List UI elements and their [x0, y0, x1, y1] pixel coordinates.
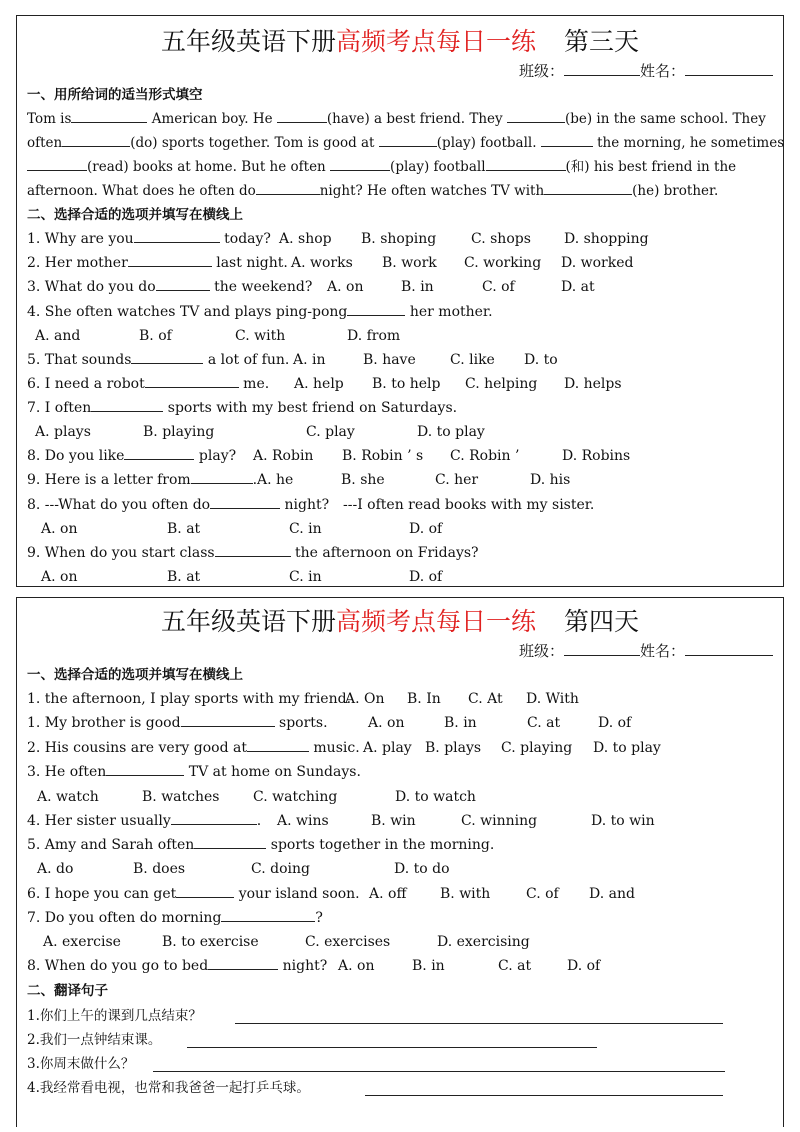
option[interactable]: D. of [598, 715, 632, 731]
option[interactable]: A. shop [279, 231, 332, 247]
option[interactable]: C. watching [253, 789, 338, 805]
option[interactable]: A. on [41, 521, 78, 537]
option[interactable]: B. in [412, 958, 445, 974]
class-field[interactable] [564, 61, 640, 76]
class-label: 班级： [518, 642, 564, 660]
answer-blank[interactable] [208, 957, 278, 970]
answer-blank[interactable] [106, 763, 184, 776]
answer-blank[interactable] [71, 110, 147, 123]
option[interactable]: B. have [363, 352, 416, 368]
option[interactable]: A. help [294, 376, 344, 392]
option[interactable]: B. work [382, 255, 437, 271]
passage-line-1: Tom is American boy. He (have) a best friend. They (be) in the same school. They [27, 111, 766, 127]
page-title [17, 602, 783, 638]
option[interactable]: C. like [450, 352, 495, 368]
answer-blank[interactable] [191, 471, 253, 484]
answer-blank[interactable] [541, 134, 593, 147]
class-name-line [519, 60, 773, 81]
answer-blank[interactable] [62, 134, 130, 147]
section-heading: 二、翻译句子 [27, 983, 108, 999]
answer-blank[interactable] [247, 739, 309, 752]
question-row: 3. What do you do the weekend? A. on B. in C. of D. at [27, 279, 595, 295]
question-row: 2. His cousins are very good at music. A. play B. plays C. playing D. to play [27, 740, 661, 756]
answer-blank[interactable] [27, 158, 87, 171]
title-day: 第四天 [564, 607, 640, 636]
name-label: 姓名： [639, 62, 685, 80]
option[interactable]: D. to win [591, 813, 655, 829]
answer-blank[interactable] [256, 182, 320, 195]
class-label: 班级： [518, 62, 564, 80]
option[interactable]: D. to [524, 352, 558, 368]
option[interactable]: A. in [293, 352, 326, 368]
page-title [17, 22, 783, 58]
option[interactable]: B. in [401, 279, 434, 295]
option[interactable]: A. On [345, 691, 385, 707]
question-row: 6. I need a robot me. A. help B. to help C. helping D. helps [27, 376, 622, 392]
option[interactable]: C. at [527, 715, 561, 731]
option[interactable]: D. of [409, 569, 443, 585]
answer-blank[interactable] [91, 399, 163, 412]
option[interactable]: A. do [37, 861, 74, 877]
question-row: 8. When do you go to bed night? A. on B. in C. at D. of [27, 958, 601, 974]
option[interactable]: C. her [435, 472, 479, 488]
option[interactable]: B. at [167, 521, 201, 537]
title-red: 高频考点每日一练 [335, 607, 536, 636]
answer-blank[interactable] [176, 885, 234, 898]
option[interactable]: C. at [498, 958, 532, 974]
option[interactable]: A. works [291, 255, 353, 271]
option[interactable]: D. Robins [562, 448, 631, 464]
title-day: 第三天 [564, 27, 640, 56]
option[interactable]: A. plays [35, 424, 91, 440]
name-field[interactable] [685, 61, 773, 76]
name-label: 姓名： [639, 642, 685, 660]
answer-blank[interactable] [194, 836, 266, 849]
answer-line[interactable] [153, 1071, 725, 1072]
answer-blank[interactable] [507, 110, 565, 123]
option[interactable]: B. at [167, 569, 201, 585]
option[interactable]: B. In [407, 691, 441, 707]
question-row: 8. ---What do you often do night? ---I often read books with my sister. [27, 497, 595, 513]
translate-prompt: 3.你周末做什么？ [27, 1056, 135, 1072]
option[interactable]: C. doing [251, 861, 310, 877]
option[interactable]: A. on [338, 958, 375, 974]
answer-blank[interactable] [210, 496, 280, 509]
option[interactable]: C. with [235, 328, 286, 344]
answer-blank[interactable] [221, 909, 315, 922]
option[interactable]: C. in [289, 521, 322, 537]
option[interactable]: A. wins [277, 813, 329, 829]
answer-blank[interactable] [277, 110, 327, 123]
answer-blank[interactable] [330, 158, 390, 171]
question-row: 1. Why are you today? A. shop B. shoping C. shops D. shopping [27, 231, 649, 247]
option[interactable]: A. he [257, 472, 294, 488]
question-row: 1. My brother is good sports. A. on B. in C. at D. of [27, 715, 632, 731]
option[interactable]: C. in [289, 569, 322, 585]
question-row: 9. Here is a letter from . A. he B. she C. her D. his [27, 472, 571, 488]
answer-blank[interactable] [134, 230, 220, 243]
answer-blank[interactable] [379, 134, 437, 147]
translate-prompt: 2.我们一点钟结束课。 [27, 1032, 162, 1048]
option[interactable]: B. with [440, 886, 491, 902]
answer-blank[interactable] [156, 278, 210, 291]
name-field[interactable] [685, 641, 773, 656]
option[interactable]: D. and [589, 886, 635, 902]
question-row: 5. That sounds a lot of fun. A. in B. have C. like D. to [27, 352, 558, 368]
answer-blank[interactable] [544, 182, 632, 195]
option[interactable]: B. shoping [361, 231, 437, 247]
title-black: 五年级英语下册 [160, 27, 336, 56]
class-name-line [519, 640, 773, 661]
translate-prompt: 1.你们上午的课到几点结束？ [27, 1008, 202, 1024]
answer-blank[interactable] [128, 254, 212, 267]
option[interactable]: D. to watch [395, 789, 476, 805]
option[interactable]: D. to play [593, 740, 661, 756]
option[interactable]: D. at [561, 279, 595, 295]
option[interactable]: A. watch [37, 789, 99, 805]
question-row: 8. Do you like play? A. Robin B. Robin ’ s C. Robin ’ D. Robins [27, 448, 631, 464]
passage-line-2: often (do) sports together. Tom is good at (play) football. the morning, he sometimes [27, 135, 785, 151]
option[interactable]: B. plays [425, 740, 482, 756]
answer-blank[interactable] [171, 812, 257, 825]
option[interactable]: B. Robin ’ s [342, 448, 424, 464]
answer-blank[interactable] [347, 303, 405, 316]
option[interactable]: B. to exercise [162, 934, 259, 950]
title-black: 五年级英语下册 [160, 607, 336, 636]
answer-line[interactable] [187, 1047, 597, 1048]
option[interactable]: D. helps [564, 376, 622, 392]
question-row: 4. Her sister usually . A. wins B. win C. winning D. to win [27, 813, 655, 829]
section-heading: 一、用所给词的适当形式填空 [27, 87, 203, 103]
option[interactable]: B. win [371, 813, 416, 829]
question-row: 6. I hope you can get your island soon. A. off B. with C. of D. and [27, 886, 635, 902]
passage-line-4: afternoon. What does he often do night? He often watches TV with (he) brother. [27, 183, 719, 199]
translate-prompt: 4.我经常看电视，也常和我爸爸一起打乒乓球。 [27, 1080, 310, 1096]
answer-blank[interactable] [486, 158, 566, 171]
question-row: 5. Amy and Sarah often sports together in the morning. [27, 837, 495, 853]
section-heading: 一、选择合适的选项并填写在横线上 [27, 667, 243, 683]
class-field[interactable] [564, 641, 640, 656]
option[interactable]: D. from [347, 328, 401, 344]
answer-blank[interactable] [124, 447, 194, 460]
option[interactable]: A. on [327, 279, 364, 295]
option[interactable]: C. of [526, 886, 559, 902]
option[interactable]: A. play [363, 740, 412, 756]
option[interactable]: C. of [482, 279, 515, 295]
option[interactable]: A. off [369, 886, 407, 902]
question-row: 3. He often TV at home on Sundays. [27, 764, 361, 780]
answer-blank[interactable] [145, 375, 239, 388]
option[interactable]: B. playing [143, 424, 215, 440]
option[interactable]: D. shopping [564, 231, 649, 247]
option[interactable]: A. on [41, 569, 78, 585]
option[interactable]: A. Robin [253, 448, 314, 464]
option[interactable]: C. helping [465, 376, 538, 392]
option[interactable]: D. to play [417, 424, 485, 440]
option[interactable]: C. exercises [305, 934, 391, 950]
question-row: 4. She often watches TV and plays ping-pong her mother. [27, 304, 493, 320]
question-row: 9. When do you start class the afternoon on Fridays? [27, 545, 479, 561]
option[interactable]: B. she [341, 472, 385, 488]
option[interactable]: B. to help [372, 376, 441, 392]
section-heading: 二、选择合适的选项并填写在横线上 [27, 207, 243, 223]
worksheet-day-3 [16, 15, 784, 587]
title-red: 高频考点每日一练 [335, 27, 536, 56]
option[interactable]: A. exercise [43, 934, 121, 950]
option[interactable]: C. working [464, 255, 542, 271]
option[interactable]: D. of [567, 958, 601, 974]
question-row: 2. Her mother last night. A. works B. work C. working D. worked [27, 255, 634, 271]
option[interactable]: B. watches [142, 789, 220, 805]
passage-line-3: (read) books at home. But he often (play) football (和) his best friend in the [27, 158, 736, 176]
answer-blank[interactable] [131, 351, 203, 364]
answer-text: ---I often read books with my sister. [343, 497, 595, 513]
option[interactable]: C. At [468, 691, 503, 707]
option[interactable]: B. in [444, 715, 477, 731]
answer-blank[interactable] [181, 714, 275, 727]
option[interactable]: D. exercising [437, 934, 530, 950]
option[interactable]: B. does [133, 861, 186, 877]
question-row: 7. Do you often do morning ? [27, 910, 323, 926]
option[interactable]: A. and [35, 328, 81, 344]
option[interactable]: A. on [368, 715, 405, 731]
answer-line[interactable] [365, 1095, 723, 1096]
question-row: 7. I often sports with my best friend on Saturdays. [27, 400, 458, 416]
option[interactable]: D. worked [561, 255, 634, 271]
answer-line[interactable] [235, 1023, 723, 1024]
option[interactable]: C. winning [461, 813, 538, 829]
option[interactable]: D. of [409, 521, 443, 537]
option[interactable]: D. to do [394, 861, 450, 877]
option[interactable]: B. of [139, 328, 172, 344]
answer-blank[interactable] [215, 544, 291, 557]
option[interactable]: D. his [530, 472, 571, 488]
option[interactable]: C. play [306, 424, 355, 440]
option[interactable]: C. playing [501, 740, 573, 756]
question-row: 1. the afternoon, I play sports with my friend. A. On B. In C. At D. With [27, 691, 579, 707]
option[interactable]: C. Robin ’ [450, 448, 520, 464]
option[interactable]: D. With [526, 691, 579, 707]
worksheet-day-4 [16, 597, 784, 1127]
option[interactable]: C. shops [471, 231, 531, 247]
